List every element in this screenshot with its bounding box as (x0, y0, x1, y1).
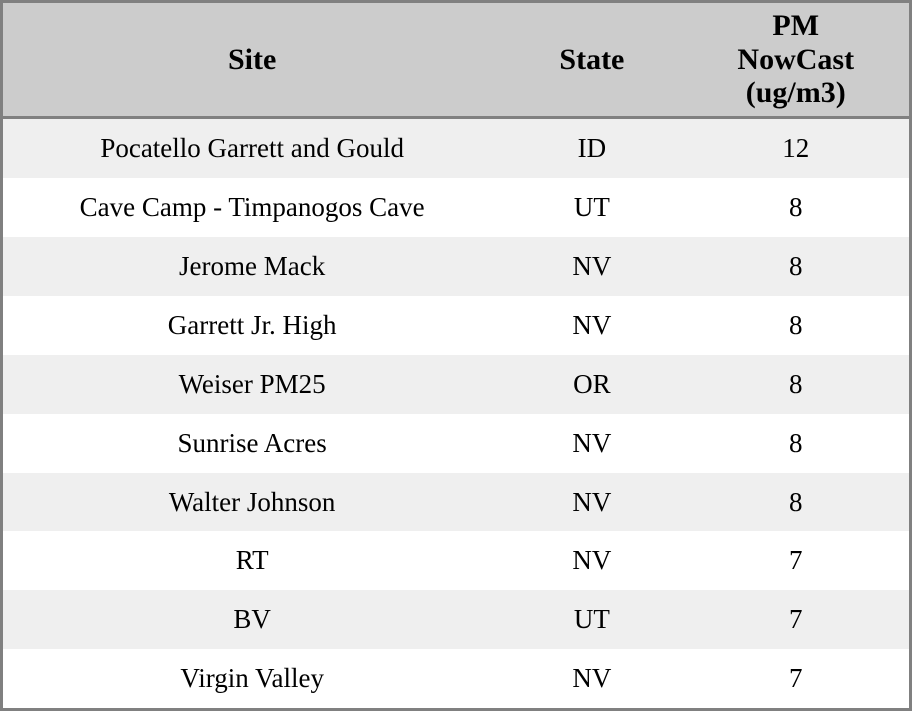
cell-state: NV (501, 296, 682, 355)
cell-pm-nowcast: 8 (682, 473, 909, 532)
table-row (3, 296, 909, 355)
column-header-pm-line1: PM (772, 9, 820, 42)
cell-site: Sunrise Acres (3, 414, 501, 473)
cell-state: ID (501, 117, 682, 178)
cell-state: NV (501, 414, 682, 473)
cell-site: Walter Johnson (3, 473, 501, 532)
cell-site: Virgin Valley (3, 649, 501, 708)
cell-site: RT (3, 531, 501, 590)
cell-pm-nowcast: 8 (682, 296, 909, 355)
table-row (3, 355, 909, 414)
cell-pm-nowcast: 8 (682, 178, 909, 237)
table-row (3, 649, 909, 708)
cell-pm-nowcast: 7 (682, 531, 909, 590)
cell-pm-nowcast: 8 (682, 355, 909, 414)
cell-state: OR (501, 355, 682, 414)
table-body (3, 117, 909, 708)
cell-state: NV (501, 649, 682, 708)
cell-site: BV (3, 590, 501, 649)
cell-state: UT (501, 178, 682, 237)
column-header-site: Site (3, 3, 501, 117)
cell-site: Cave Camp - Timpanogos Cave (3, 178, 501, 237)
air-quality-table (3, 3, 909, 708)
cell-state: UT (501, 590, 682, 649)
table-row (3, 117, 909, 178)
table-row (3, 414, 909, 473)
table-row (3, 178, 909, 237)
column-header-pm-nowcast (682, 3, 909, 117)
table-row (3, 531, 909, 590)
table-row (3, 590, 909, 649)
cell-pm-nowcast: 7 (682, 590, 909, 649)
cell-site: Jerome Mack (3, 237, 501, 296)
column-header-state: State (501, 3, 682, 117)
cell-site: Pocatello Garrett and Gould (3, 117, 501, 178)
column-header-pm-line3: (ug/m3) (745, 76, 846, 110)
cell-state: NV (501, 531, 682, 590)
cell-pm-nowcast: 8 (682, 414, 909, 473)
table-row (3, 237, 909, 296)
cell-pm-nowcast: 7 (682, 649, 909, 708)
cell-site: Weiser PM25 (3, 355, 501, 414)
table-header-row (3, 3, 909, 117)
cell-pm-nowcast: 8 (682, 237, 909, 296)
table-header (3, 3, 909, 117)
cell-site: Garrett Jr. High (3, 296, 501, 355)
cell-state: NV (501, 237, 682, 296)
table-row (3, 473, 909, 532)
cell-state: NV (501, 473, 682, 532)
cell-pm-nowcast: 12 (682, 117, 909, 178)
column-header-pm-line2: NowCast (737, 42, 855, 76)
